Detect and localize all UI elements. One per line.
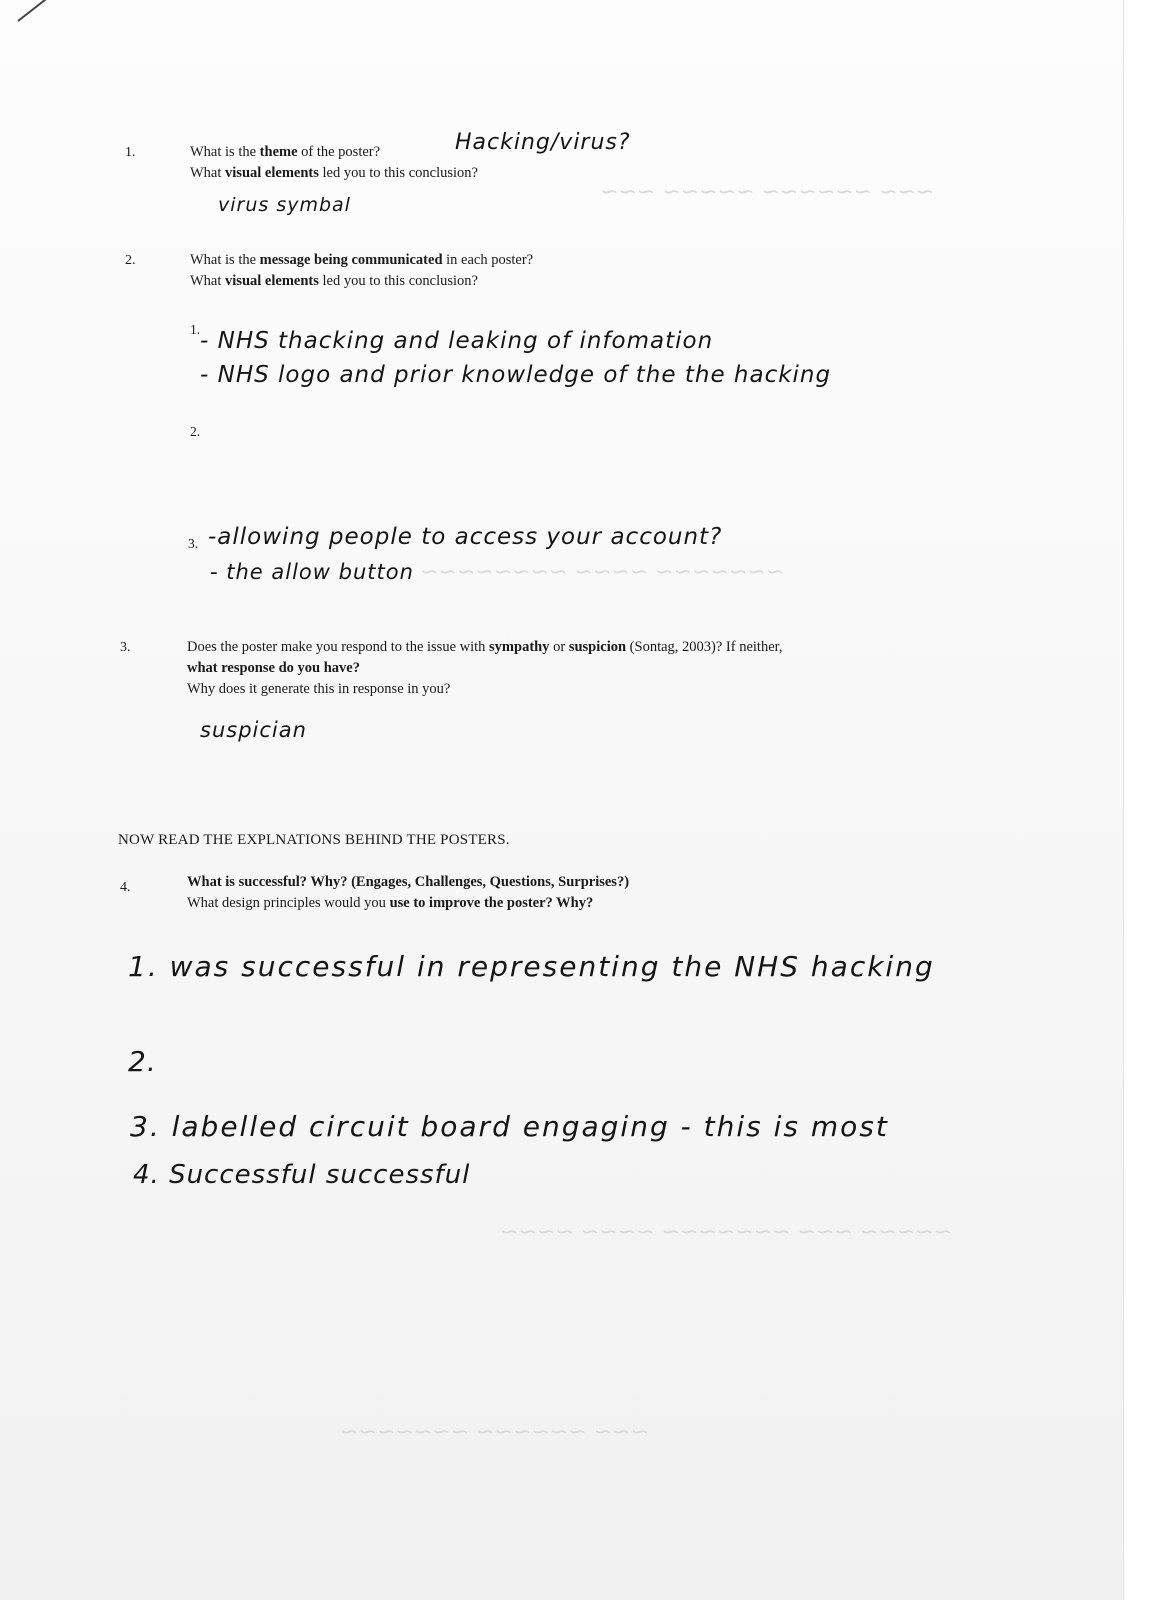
q2-line1: What is the message being communicated in each poster? bbox=[190, 252, 534, 268]
bleed-through-4: ~~~ ~~~~~~ ~~~~~~~ bbox=[340, 1420, 649, 1445]
q3-line3: Why does it generate this in response in you? bbox=[187, 681, 451, 697]
page-edge bbox=[1123, 0, 1162, 1600]
q4-answer-line1: 1. was successful in representing the NHS hacking bbox=[128, 950, 935, 983]
q3-number: 3. bbox=[120, 640, 131, 655]
q4-line1: What is successful? Why? (Engages, Challenges, Questions, Surprises?) bbox=[187, 874, 630, 890]
q4-answer-line4: 4. Successful successful bbox=[133, 1160, 471, 1190]
q2-sub1-answer-line1: - NHS thacking and leaking of infomation bbox=[200, 328, 714, 354]
q2-sub3-answer-line2: - the allow button bbox=[210, 560, 414, 584]
bleed-through-2: ~~~~~~~ ~~~~ ~~~~~~~~ bbox=[420, 560, 785, 585]
q3-answer: suspician bbox=[200, 718, 307, 742]
bleed-through-1: ~~~ ~~~~~~ ~~~~~ ~~~ bbox=[600, 180, 935, 205]
q4-answer-line2: 2. bbox=[128, 1045, 157, 1078]
q2-sub2-label: 2. bbox=[190, 424, 201, 439]
q2-sub3-answer-line1: -allowing people to access your account? bbox=[208, 524, 723, 550]
q2-number: 2. bbox=[125, 253, 136, 268]
q1-answer-theme: Hacking/virus? bbox=[455, 130, 631, 155]
q4-line2: What design principles would you use to improve the poster? Why? bbox=[187, 895, 594, 911]
q2-sub3-label: 3. bbox=[188, 536, 199, 551]
q1-line1: What is the theme of the poster? bbox=[190, 144, 381, 160]
q4-answer-line3: 3. labelled circuit board engaging - this is most bbox=[130, 1110, 889, 1143]
q4-number: 4. bbox=[120, 880, 131, 895]
q1-answer-elements: virus symbal bbox=[218, 194, 351, 216]
pen-mark bbox=[17, 0, 67, 22]
q3-line2: what response do you have? bbox=[187, 660, 360, 676]
q3-line1: Does the poster make you respond to the issue with sympathy or suspicion (Sontag, 2003)? If neither, bbox=[187, 639, 783, 655]
q1-line2: What visual elements led you to this conclusion? bbox=[190, 165, 478, 181]
q2-sub1-label: 1. bbox=[190, 322, 201, 337]
q2-line2: What visual elements led you to this conclusion? bbox=[190, 273, 478, 289]
q2-sub1-answer-line2: - NHS logo and prior knowledge of the the hacking bbox=[200, 362, 832, 388]
bleed-through-3: ~~~~~ ~~~ ~~~~~~~ ~~~~ ~~~~ bbox=[500, 1220, 952, 1245]
q1-number: 1. bbox=[125, 145, 136, 160]
section-heading: NOW READ THE EXPLNATIONS BEHIND THE POSTERS. bbox=[118, 832, 510, 848]
